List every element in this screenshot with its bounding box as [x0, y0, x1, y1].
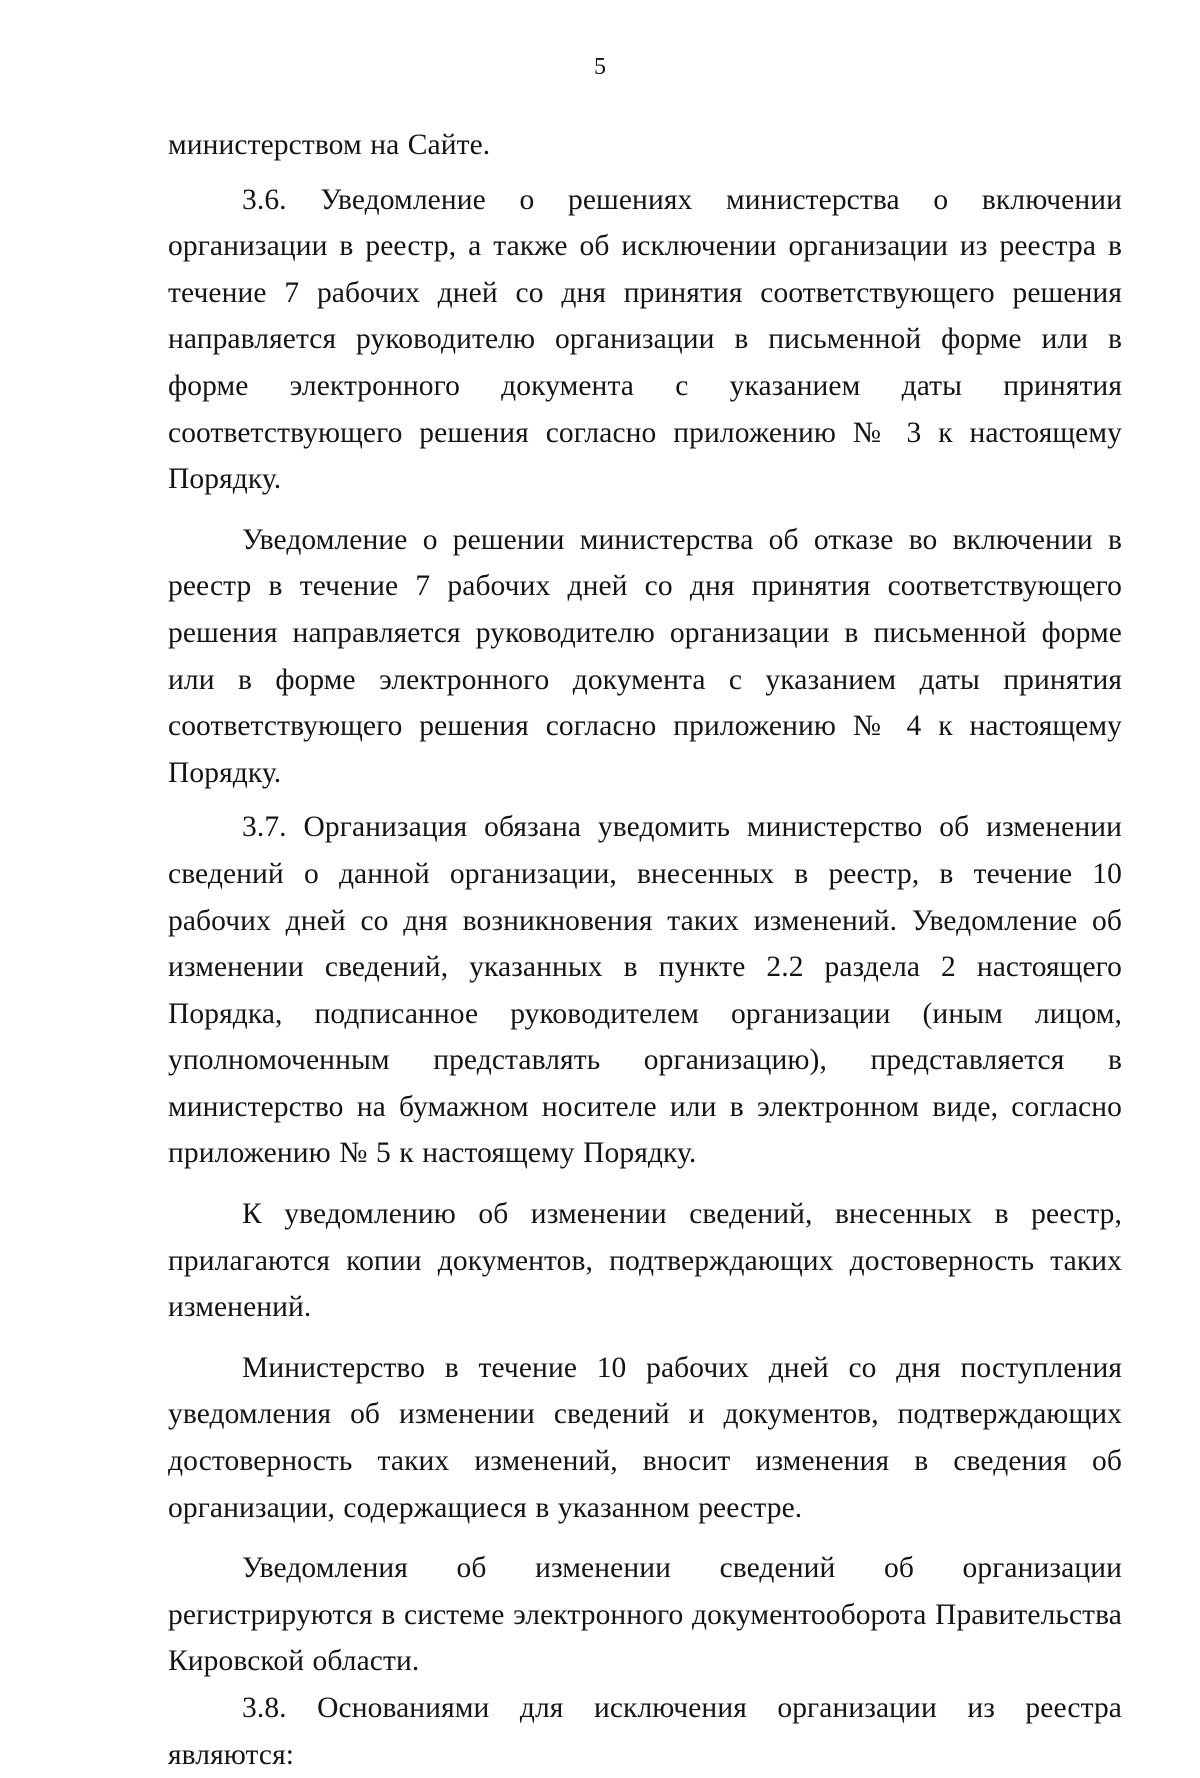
page-number: 5: [594, 54, 606, 80]
paragraph-ministry-changes: Министерство в течение 10 рабочих дней со дня поступления уведомления об изменении сведений и документов, подтверждающих достоверность таких изменений, вносит изменения в сведения об организации, содержащиеся в указанном реестре.: [168, 1351, 1122, 1524]
document-body: [168, 122, 1122, 1778]
paragraph-3-6: 3.6. Уведомление о решениях министерства о включении организации в реестр, а также об исключении организации из реестра в течение 7 рабочих дней со дня принятия соответствующего решения направляется руководителю организации в письменной форме или в форме электронного документа с указанием даты принятия соответствующего решения согласно приложению № 3 к настоящему Порядку.: [168, 183, 1122, 496]
paragraph-3-7: 3.7. Организация обязана уведомить министерство об изменении сведений о данной организации, внесенных в реестр, в течение 10 рабочих дней со дня возникновения таких изменений. Уведомление об изменении сведений, указанных в пункте 2.2 раздела 2 настоящего Порядка, подписанное руководителем организации (иным лицом, уполномоченным представлять организацию), представляется в министерство на бумажном носителе или в электронном виде, согласно приложению № 5 к настоящему Порядку.: [168, 811, 1122, 1170]
paragraph-continuation: министерством на Сайте.: [168, 129, 491, 161]
paragraph-refusal-notice: Уведомление о решении министерства об отказе во включении в реестр в течение 7 рабочих дней со дня принятия соответствующего решения направляется руководителю организации в письменной форме или в форме электронного документа с указанием даты принятия соответствующего решения согласно приложению № 4 к настоящему Порядку.: [168, 523, 1122, 789]
paragraph-attachments: К уведомлению об изменении сведений, внесенных в реестр, прилагаются копии документов, подтверждающих достоверность таких изменений.: [168, 1198, 1122, 1324]
paragraph-3-8: 3.8. Основаниями для исключения организации из реестра являются:: [168, 1692, 1122, 1771]
paragraph-registration: Уведомления об изменении сведений об организации регистрируются в системе электронного документооборота Правительства Кировской области.: [168, 1552, 1122, 1678]
